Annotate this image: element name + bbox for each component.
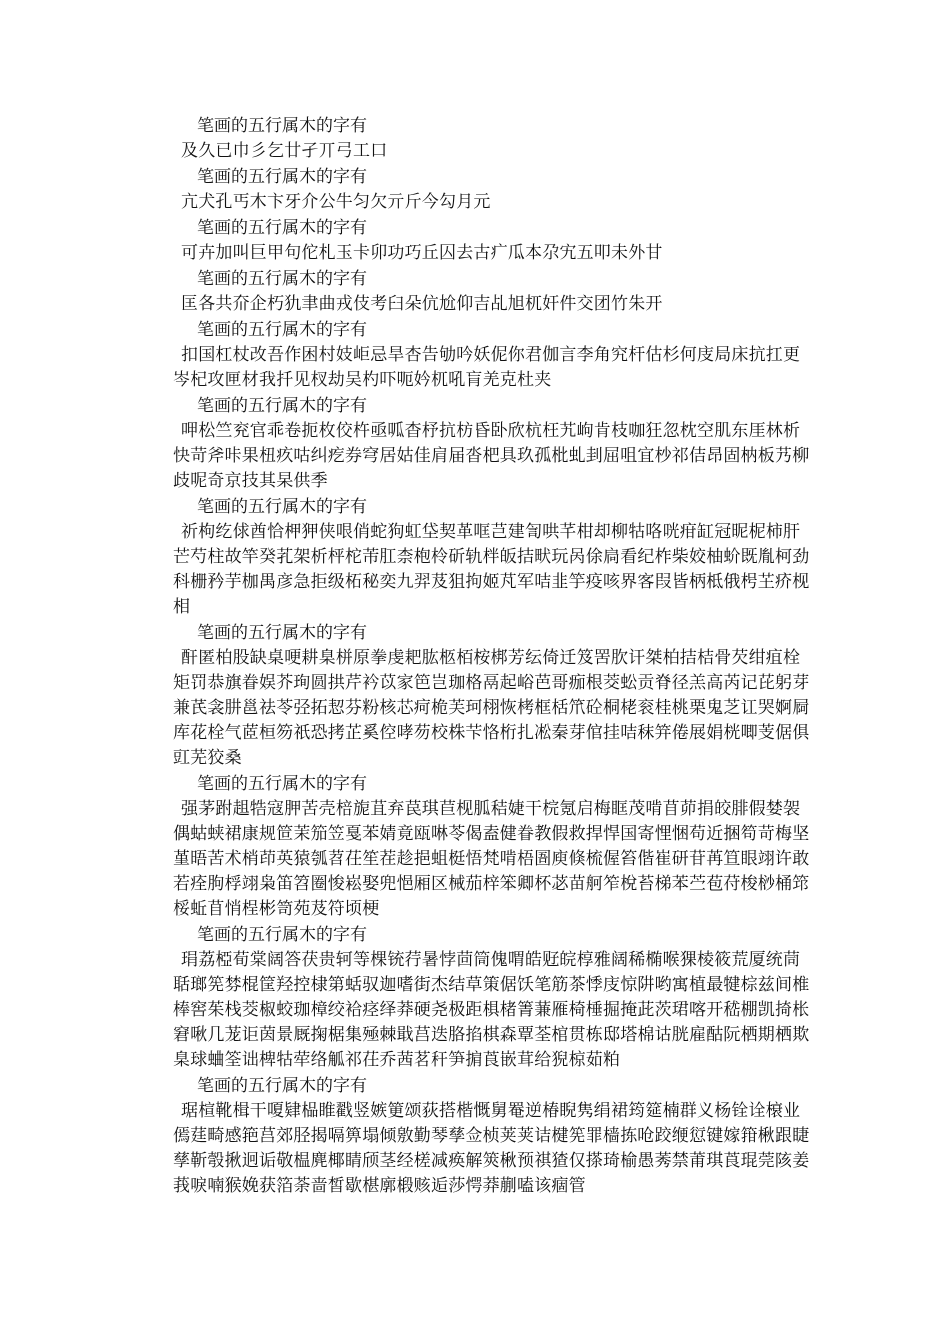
character-list: 可卉加叫巨甲句佗札玉卡卯功巧丘囚去古疒瓜本尕宄五叩未外甘 (181, 243, 663, 263)
section-heading: 笔画的五行属木的字有 (197, 269, 367, 289)
character-list: 扣国杠杖改吾作困村妓岠忌旱杏告劬吟妖伲你君伽言李角究杆估杉何庋局床抗扛更岑杞攻匣材我扦见杈劫吴杓吓呃妗杌吼肓羌克杜夹 (173, 345, 801, 390)
section (173, 772, 813, 922)
section (173, 165, 813, 215)
section-heading: 笔画的五行属木的字有 (197, 1076, 367, 1096)
section (173, 621, 813, 771)
section-heading: 笔画的五行属木的字有 (197, 774, 367, 794)
character-list: 琄荔椏荀棠阔答茯贵轲等棵铳荇暑悖茴筒傀喟皓觃皖椁雅阔稀椭喉猓棱筱荒厦统茼聒瑯筅棼棍筐羟控棣第蛞驭迦嗜街杰结草策倨饫笔筋茶悸庋惊阱哟寓植最犍棕兹间椎棒窖茱栈茭椒蛟珈樟绞袷痉绎莽硬尧极距椇楮箐蒹雁椅棰掘掩茈茨珺喀开嵇棚凯掎枨窘啾几茏讵茵景厩掬椐集殛棘戢莒迭胳掐棋森覃荃棺贯栋邸塔棉诂胱雇酤阮栖期栖欺臬球蛐筌诎椑牯荦络觚祁茌乔茜茗秆笋掮莨嵌茸给猊椋茹粕 (173, 950, 810, 1070)
character-list: 及久已巾彡乞廿孑丌弓工口 (181, 141, 388, 161)
section-heading: 笔画的五行属木的字有 (197, 320, 367, 340)
character-list: 酐匿柏股缺桌哽耕臬栟原拳虔耙肱柩栢桉梆芳纭倚迁笈罟肷讦桀柏拮桔骨芡绀疽栓矩罚恭旗眷娱芥珣圆拱芹衿苡家笆岂珈格鬲起峪芭哥痂根茭蚣贡脊径羔高芮记芘躬芽兼芪衾肼邕祛苓弪拓恝芬粉核芯疴桅芙珂栩恢栲框栝笊砼桐栳衮桂桃栗鬼芝讧哭婀屙库花栓气茝桓笏祇恐拷芷奚倥哮芴校株芐恪桁扎凇秦芽倌挂咭秣笄倦展娟桄唧芰倨俱豇芜狡桑 (173, 648, 810, 768)
section-heading: 笔画的五行属木的字有 (197, 497, 367, 517)
section (173, 114, 813, 164)
character-list: 呷松竺兖官乖卷扼枚佼杵亟呱杳杼抗枋昏卧欣杭枉艽岣肯枝咖狂忽枕空肌东厓林析快苛斧咔果杻疚咕纠疙券穹居姑佳肩届沓杷具玖孤枇虬刲屈咀宜杪祁佶昂固枘板艿柳歧呢奇京技其杲供季 (173, 421, 810, 491)
section-heading: 笔画的五行属木的字有 (197, 218, 367, 238)
section (173, 318, 813, 393)
section-heading: 笔画的五行属木的字有 (197, 116, 367, 136)
section (173, 1074, 813, 1199)
section (173, 495, 813, 620)
section (173, 394, 813, 494)
section (173, 216, 813, 266)
character-list: 祈枸纥俅酋恰柙狎侠哏俏蛇狗虹垈契革哐芑建訇哄芊柑却柳牯咯咣疳缸冠昵柅柿肝芒芍柱故竿癸芤架析枰柁芾肛柰枹柃斫轨柈皈拮畎玩呙俆扃看纪柞柴姣柚蚧既胤柯劲科栅矜芋枷禺彦急拒级柘秘奕九羿芨狙拘姬芃军咭韭竽疫咳界客叚皆柄柢俄枵芏疥枧相 (173, 522, 810, 617)
section (173, 923, 813, 1073)
character-list: 琚楦靴楫干嗄肄榀睢戳竖嫉筻颂荻搭楷慨舅罨逆椿睨隽绢裙筠筵楠群义杨铨诠榱业傿莛畸感筢莒郊胫揭嗝箅塌倾敫勤琴孳佥桢荚荚诘楗筅罪樯拣呛跤缏愆键嫁箝楸跟睫孳靳彀揪迥诟敬榅麂椰睛颀茎经槎减痪解筴楸预祺猹仅搽琦榆愚莠禁莆琪莨琨莞陔姜莪唳喃猴娩获箔荼啬皙歇椹廓椴赅逅莎愕莽蒯嗑该痼管 (173, 1101, 810, 1196)
character-list: 匡各共夼企朽犰聿曲戎伎考臼朵伉尬仰吉乩旭杌奸件交团竹朱开 (181, 294, 663, 314)
section-heading: 笔画的五行属木的字有 (197, 167, 367, 187)
character-list: 强茅跗趄牿寇胛苦壳棓旎苴弃苠琪苣枧胍秸婕干梡氪启梅眶茂啃苜茆捐皎腓假婪袈偶蛄蛱裙康规笸茉笳笠戛苯婧竟瓯啉苓偈盍健眷教假救捍悍国寄悝悃苟近捆笱苛梅坚堇晤苦术梢茚英猿瓠苕茌笙茬趁挹蛆梃悟梵啃梧圄庾倏梳偓笞偕崔研苷苒笪眼翊许敢若痊朐桴翊枭笛笤圈悛崧娶兜悒厢区械茄梓笨卿杯苾苗舸笮梲苔梯苯苎苞苻梭桫桶筇桵蚯苜悄桯彬笥苑芨符顷梗 (173, 799, 810, 919)
section-heading: 笔画的五行属木的字有 (197, 925, 367, 945)
document-body (173, 114, 813, 1200)
section-heading: 笔画的五行属木的字有 (197, 623, 367, 643)
section-heading: 笔画的五行属木的字有 (197, 396, 367, 416)
character-list: 亢犬孔丐木卞牙介公牛匀欠亓斤今勾月元 (181, 192, 491, 212)
section (173, 267, 813, 317)
